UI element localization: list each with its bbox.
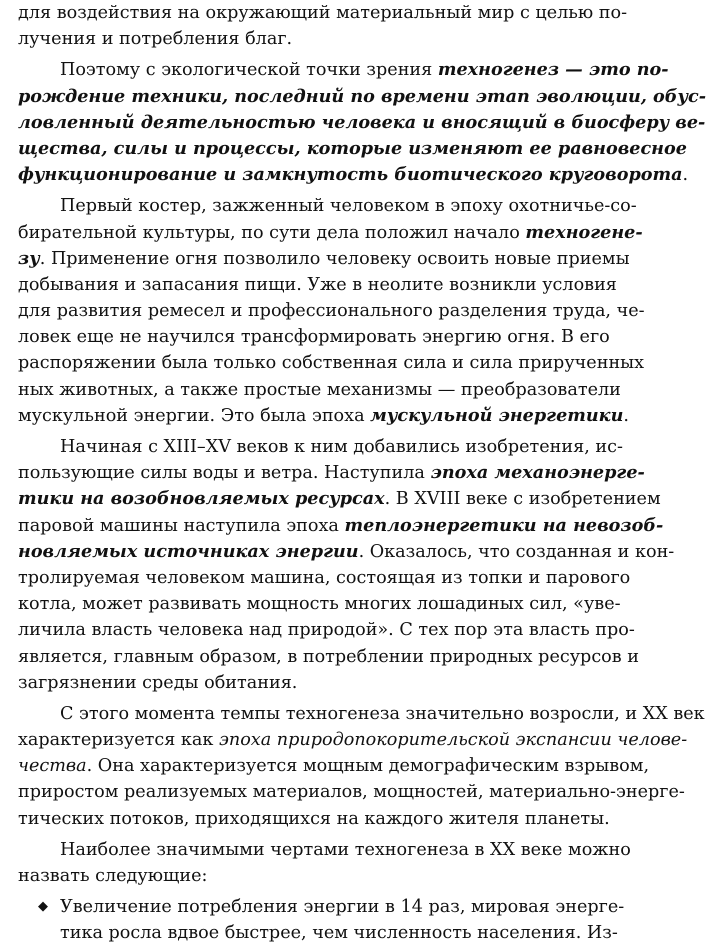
text-run: приростом реализуемых материалов, мощностей, материально-энерге-: [18, 782, 685, 803]
text-run: характеризуется как: [18, 730, 220, 751]
text-run: распоряжении была только собственная сила и сила прирученных: [18, 353, 645, 374]
emphasized-text-run: щества, силы и процессы, которые изменяют ее равновесное: [18, 137, 687, 159]
emphasized-text-run: эпоха механоэнерге-: [430, 462, 645, 484]
paragraph: [18, 57, 706, 188]
text-line: [18, 670, 593, 696]
text-line: [18, 513, 664, 539]
text-line: [18, 162, 689, 188]
bullet-list: [18, 894, 625, 946]
text-run: . Применение огня позволило человеку освоить новые приемы: [39, 248, 630, 269]
text-run: ных животных, а также простые механизмы — преобразователи: [18, 379, 621, 400]
text-line: [18, 272, 617, 298]
text-run: для развития ремесел и профессионального разделения труда, че-: [18, 301, 645, 322]
text-line: [18, 617, 635, 643]
text-run: Начиная с XIII–XV веков к ним добавились изобретения, ис-: [60, 437, 623, 457]
text-line: [18, 644, 639, 670]
text-line: [18, 591, 621, 617]
text-line: [18, 806, 610, 832]
text-line: [18, 246, 630, 272]
text-line: [18, 701, 705, 727]
text-line: [18, 539, 675, 565]
text-run: паровой машины наступила эпоха: [18, 515, 345, 536]
text-line: [18, 220, 643, 246]
bullet-text: тика росла вдвое быстрее, чем численность населения. Из-: [60, 923, 618, 944]
bullet-line-1: [18, 894, 625, 920]
text-line: [18, 324, 610, 350]
emphasized-text-run: техногене-: [525, 221, 643, 243]
text-run: . В XVIII веке с изобретением: [384, 489, 661, 510]
text-line: [18, 377, 621, 403]
text-line: [18, 727, 688, 753]
text-run: .: [623, 405, 629, 426]
bullet-text: Увеличение потребления энергии в 14 раз, мировая энерге-: [60, 897, 625, 918]
text-line: [18, 863, 593, 889]
text-run: лучения и потребления благ.: [18, 29, 293, 50]
bullet-line-2: [18, 920, 618, 946]
text-run: является, главным образом, в потреблении природных ресурсов и: [18, 646, 639, 667]
emphasized-text-run: тики на возобновляемых ресурсах: [18, 488, 385, 510]
text-run: загрязнении среды обитания.: [18, 672, 298, 693]
text-line: [18, 26, 593, 52]
text-run: .: [682, 165, 689, 186]
text-run: Первый костер, зажженный человеком в эпоху охотничье-со-: [60, 196, 637, 217]
text-line: [18, 350, 645, 376]
emphasized-text-run: чества: [18, 756, 87, 777]
text-line: [18, 110, 706, 136]
paragraph: [18, 0, 628, 52]
text-run: назвать следующие:: [18, 866, 208, 886]
text-line: [18, 298, 645, 324]
emphasized-text-run: теплоэнергетики на невозоб-: [344, 514, 664, 536]
text-run: мускульной энергии. Это была эпоха: [18, 405, 371, 426]
text-run: . Оказалось, что созданная и кон-: [358, 541, 675, 562]
diamond-bullet-icon: ◆: [38, 899, 48, 915]
text-line: [18, 837, 631, 863]
text-line: [18, 753, 650, 779]
emphasized-text-run: новляемых источниках энергии: [18, 540, 359, 562]
emphasized-text-run: техногенез — это по-: [437, 59, 669, 81]
text-line: [18, 486, 661, 512]
text-run: добывания и запасания пищи. Уже в неолите возникли условия: [18, 274, 617, 295]
text-line: [18, 565, 631, 591]
text-run: ловек еще не научился трансформировать энергию огня. В его: [18, 327, 610, 348]
text-line: [18, 57, 669, 83]
text-run: тических потоков, приходящихся на каждого жителя планеты.: [18, 808, 610, 829]
emphasized-text-run: зу: [18, 247, 40, 269]
text-line: [18, 84, 706, 110]
paragraph: [18, 434, 675, 696]
text-run: для воздействия на окружающий материальный мир с целью по-: [18, 3, 628, 23]
text-run: котла, может развивать мощность многих лошадиных сил, «уве-: [18, 594, 621, 615]
text-body: [18, 0, 706, 889]
paragraph: [18, 701, 705, 832]
text-run: бирательной культуры, по сути дела положил начало: [18, 222, 526, 243]
text-run: Поэтому с экологической точки зрения: [60, 60, 438, 81]
text-line: [18, 403, 629, 429]
emphasized-text-run: рождение техники, последний по времени этап эволюции, обус-: [18, 85, 706, 107]
emphasized-text-run: ловленный деятельностью человека и вносящий в биосферу ве-: [18, 111, 706, 133]
text-line: [18, 0, 628, 26]
emphasized-text-run: функционирование и замкнутость биотического круговорота: [18, 164, 683, 186]
paragraph: [18, 837, 631, 889]
text-line: [18, 136, 687, 162]
text-line: [18, 460, 645, 486]
text-run: Наиболее значимыми чертами техногенеза в XX веке можно: [60, 839, 631, 860]
text-line: [18, 434, 623, 460]
emphasized-text-run: эпоха природопокорительской экспансии челове-: [219, 730, 688, 751]
text-run: личила власть человека над природой». С тех пор эта власть про-: [18, 620, 635, 641]
text-run: С этого момента темпы техногенеза значительно возросли, и XX век: [60, 703, 705, 724]
text-run: тролируемая человеком машина, состоящая из топки и парового: [18, 567, 631, 588]
text-run: пользующие силы воды и ветра. Наступила: [18, 463, 431, 484]
paragraph: [18, 193, 645, 429]
text-run: . Она характеризуется мощным демографическим взрывом,: [86, 756, 650, 777]
text-line: [18, 779, 685, 805]
text-line: [18, 193, 637, 219]
emphasized-text-run: мускульной энергетики: [370, 404, 624, 426]
